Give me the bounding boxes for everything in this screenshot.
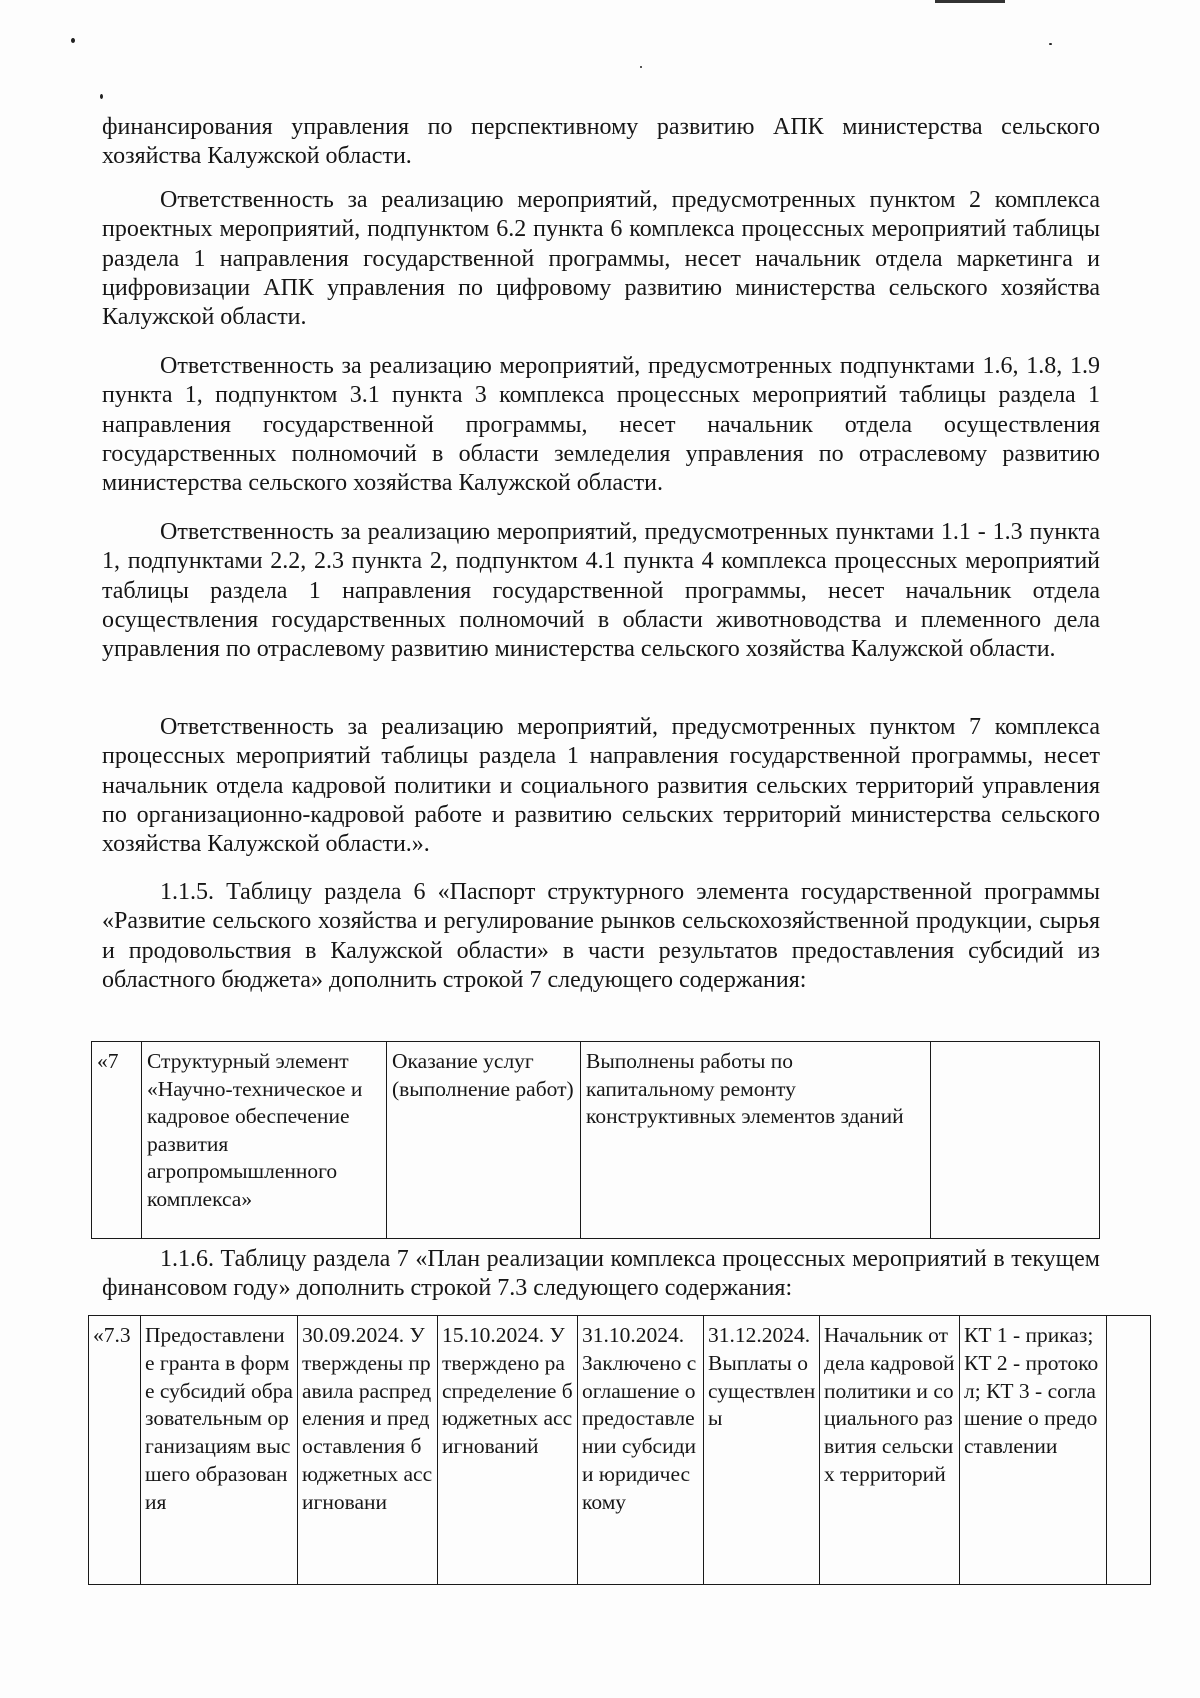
scan-artifact-line — [935, 0, 1005, 3]
table-row-7-3 — [88, 1315, 1151, 1585]
paragraph-item-1-1-5: 1.1.5. Таблицу раздела 6 «Паспорт структурного элемента государственной программы «Развитие сельского хозяйства и регулирование рынков сельскохозяйственной продукции, сырья и продовольствия в Калужской области» в части результатов предоставления субсидий из областного бюджета» дополнить строкой 7 следующего содержания: — [102, 879, 1100, 993]
paragraph-responsibility-personnel: Ответственность за реализацию мероприятий, предусмотренных пунктом 7 комплекса процессных мероприятий таблицы раздела 1 направления государственной программы, несет начальник отдела кадровой политики и социального развития сельских территорий управления по организационно-кадровой работе и развитию сельских территорий министерства сельского хозяйства Калужской области.». — [102, 714, 1100, 858]
paragraph-responsibility-livestock: Ответственность за реализацию мероприятий, предусмотренных пунктами 1.1 - 1.3 пункта 1, подпунктами 2.2, 2.3 пункта 2, подпунктом 4.1 пункта 4 комплекса процессных мероприятий таблицы раздела 1 направления государственной программы, несет начальник отдела осуществления государственных полномочий в области животноводства и племенного дела управления по отраслевому развитию министерства сельского хозяйства Калужской области. — [102, 519, 1100, 663]
table-row-7 — [91, 1041, 1100, 1239]
scan-speck — [640, 66, 642, 68]
paragraph-responsibility-marketing: Ответственность за реализацию мероприятий, предусмотренных пунктом 2 комплекса проектных мероприятий, подпунктом 6.2 пункта 6 комплекса процессных мероприятий таблицы раздела 1 направления государственной программы, несет начальник отдела маркетинга и цифровизации АПК управления по цифровому развитию министерства сельского хозяйства Калужской области. — [102, 187, 1100, 331]
cell-responsible: Начальник отдела кадровой политики и социального развития сельских территорий — [820, 1316, 960, 1585]
scan-speck — [100, 94, 103, 99]
cell-event: Предоставление гранта в форме субсидий образовательным организациям высшего образования — [141, 1316, 298, 1585]
table-row — [89, 1316, 1151, 1585]
cell-checkpoint-3: 31.10.2024. Заключено соглашение о предоставлении субсидии юридическому — [578, 1316, 704, 1585]
cell-checkpoint-4: 31.12.2024. Выплаты осуществлены — [704, 1316, 820, 1585]
cell-result-type: Оказание услуг (выполнение работ) — [387, 1042, 581, 1239]
cell-checkpoint-1: 30.09.2024. Утверждены правила распределения и предоставления бюджетных ассигновани — [298, 1316, 438, 1585]
table-row — [92, 1042, 1100, 1239]
cell-structural-element: Структурный элемент «Научно-техническое и кадровое обеспечение развития агропромышленного комплекса» — [142, 1042, 387, 1239]
cell-empty — [931, 1042, 1100, 1239]
cell-result-description: Выполнены работы по капитальному ремонту конструктивных элементов зданий — [581, 1042, 931, 1239]
cell-row-number: «7 — [92, 1042, 142, 1239]
cell-empty — [1107, 1316, 1151, 1585]
scan-speck — [1049, 43, 1052, 45]
cell-checkpoint-2: 15.10.2024. Утверждено распределение бюджетных ассигнований — [438, 1316, 578, 1585]
cell-row-number: «7.3 — [89, 1316, 141, 1585]
paragraph-item-1-1-6: 1.1.6. Таблицу раздела 7 «План реализации комплекса процессных мероприятий в текущем финансовом году» дополнить строкой 7.3 следующего содержания: — [102, 1246, 1100, 1302]
scan-speck — [71, 38, 75, 43]
cell-documents: КТ 1 - приказ; КТ 2 - протокол; КТ 3 - соглашение о предоставлении — [960, 1316, 1107, 1585]
paragraph-responsibility-agriculture: Ответственность за реализацию мероприятий, предусмотренных подпунктами 1.6, 1.8, 1.9 пункта 1, подпунктом 3.1 пункта 3 комплекса процессных мероприятий таблицы раздела 1 направления государственной программы, несет начальник отдела осуществления государственных полномочий в области земледелия управления по отраслевому развитию министерства сельского хозяйства Калужской области. — [102, 353, 1100, 497]
paragraph-continuation: финансирования управления по перспективному развитию АПК министерства сельского хозяйства Калужской области. — [102, 114, 1100, 170]
